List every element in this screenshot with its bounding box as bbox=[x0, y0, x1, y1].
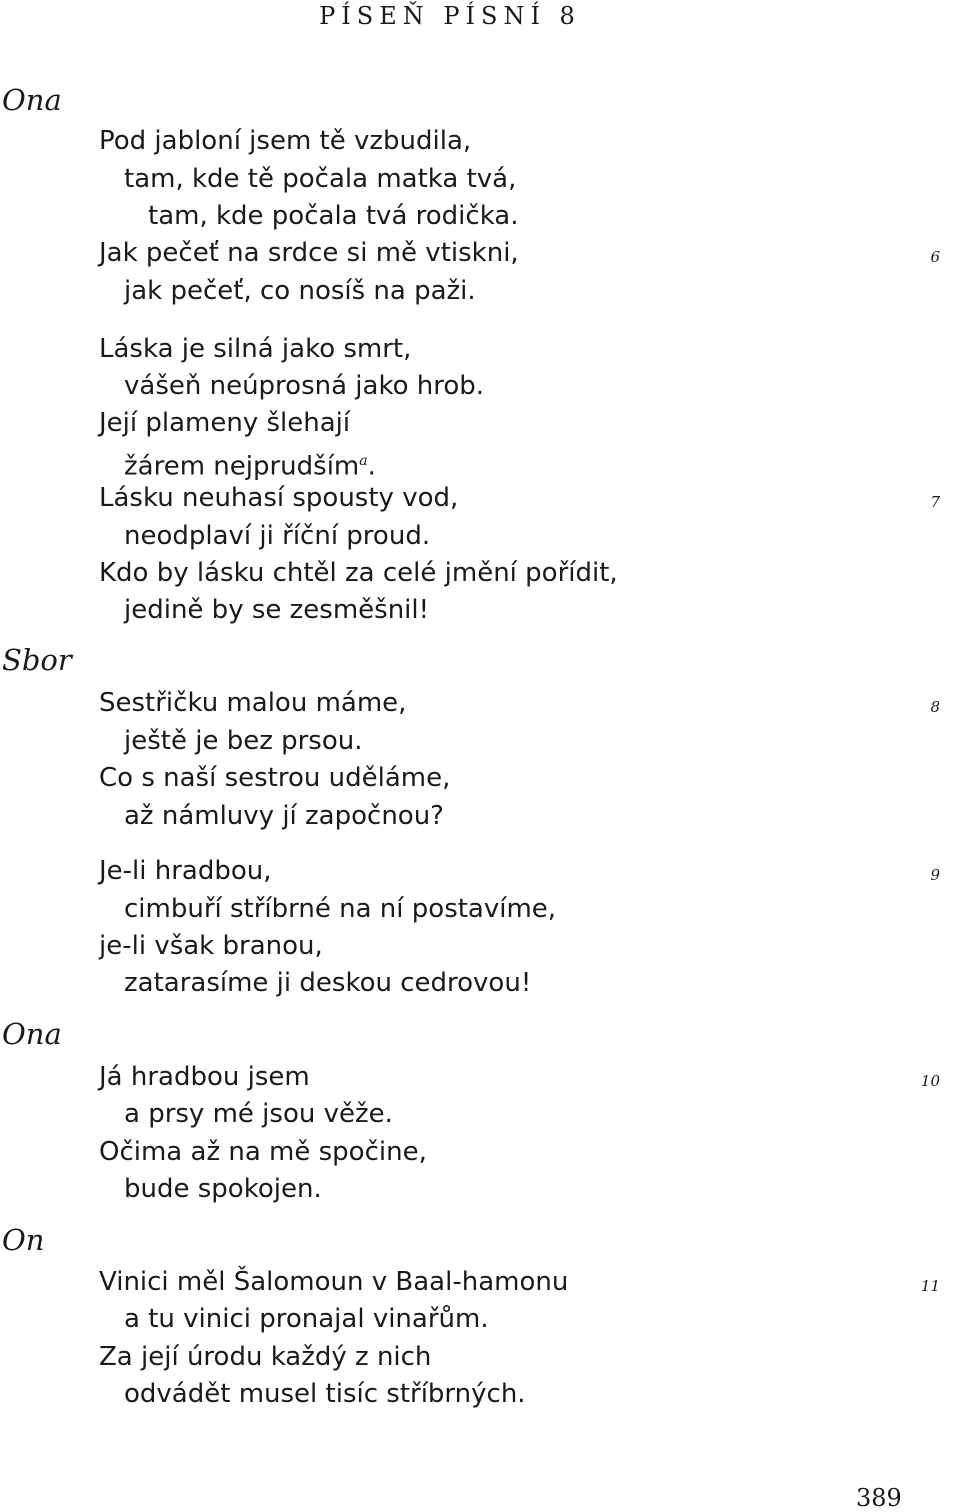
poem-line: tam, kde tě počala matka tvá, bbox=[124, 164, 517, 194]
speaker-label-ona: Ona bbox=[2, 83, 62, 117]
verse-number: 11 bbox=[920, 1277, 940, 1295]
poem-line: Za její úrodu každý z nich bbox=[99, 1342, 432, 1372]
poem-line: odvádět musel tisíc stříbrných. bbox=[124, 1379, 526, 1409]
poem-line: Očima až na mě spočine, bbox=[99, 1137, 427, 1167]
verse-number: 6 bbox=[930, 248, 940, 266]
verse-number: 8 bbox=[930, 698, 940, 716]
speaker-label-sbor: Sbor bbox=[2, 643, 72, 677]
poem-line: je-li však branou, bbox=[99, 931, 323, 961]
poem-line: Vinici měl Šalomoun v Baal-hamonu bbox=[99, 1267, 569, 1297]
poem-line: Láska je silná jako smrt, bbox=[99, 334, 412, 364]
poem-line: Její plameny šlehají bbox=[99, 408, 351, 438]
poem-line: Já hradbou jsem bbox=[99, 1062, 310, 1092]
poem-line: jedině by se zesměšnil! bbox=[124, 595, 430, 625]
speaker-label-ona: Ona bbox=[2, 1017, 62, 1051]
verse-number: 7 bbox=[930, 493, 940, 511]
poem-line: tam, kde počala tvá rodička. bbox=[148, 201, 519, 231]
poem-line: Sestřičku malou máme, bbox=[99, 688, 407, 718]
poem-line-punct: . bbox=[367, 451, 376, 482]
poem-line: Co s naší sestrou uděláme, bbox=[99, 763, 451, 793]
poem-line: až námluvy jí započnou? bbox=[124, 801, 444, 831]
poem-line: jak pečeť, co nosíš na paži. bbox=[124, 276, 476, 306]
verse-number: 10 bbox=[920, 1072, 940, 1090]
footnote-marker[interactable]: a bbox=[359, 453, 368, 469]
poem-line: Kdo by lásku chtěl za celé jmění pořídit, bbox=[99, 558, 618, 588]
poem-line: a tu vinici pronajal vinařům. bbox=[124, 1304, 489, 1334]
poem-line: a prsy mé jsou věže. bbox=[124, 1099, 393, 1129]
running-header: PÍSEŇ PÍSNÍ 8 bbox=[319, 2, 581, 30]
poem-line: Je-li hradbou, bbox=[99, 856, 272, 886]
poem-line-text: žárem nejprudším bbox=[124, 451, 360, 482]
poem-line: vášeň neúprosná jako hrob. bbox=[124, 371, 485, 401]
poem-line: zatarasíme ji deskou cedrovou! bbox=[124, 968, 532, 998]
page-number: 389 bbox=[856, 1484, 902, 1512]
poem-line: Jak pečeť na srdce si mě vtiskni, bbox=[99, 238, 519, 268]
poem-line: Pod jabloní jsem tě vzbudila, bbox=[99, 126, 472, 156]
poem-line: bude spokojen. bbox=[124, 1174, 322, 1204]
poem-line: cimbuří stříbrné na ní postavíme, bbox=[124, 894, 557, 924]
poem-line: neodplaví ji říční proud. bbox=[124, 521, 431, 551]
poem-line: ještě je bez prsou. bbox=[124, 726, 363, 756]
poem-line: Lásku neuhasí spousty vod, bbox=[99, 483, 459, 513]
verse-number: 9 bbox=[930, 866, 940, 884]
speaker-label-on: On bbox=[2, 1223, 45, 1257]
